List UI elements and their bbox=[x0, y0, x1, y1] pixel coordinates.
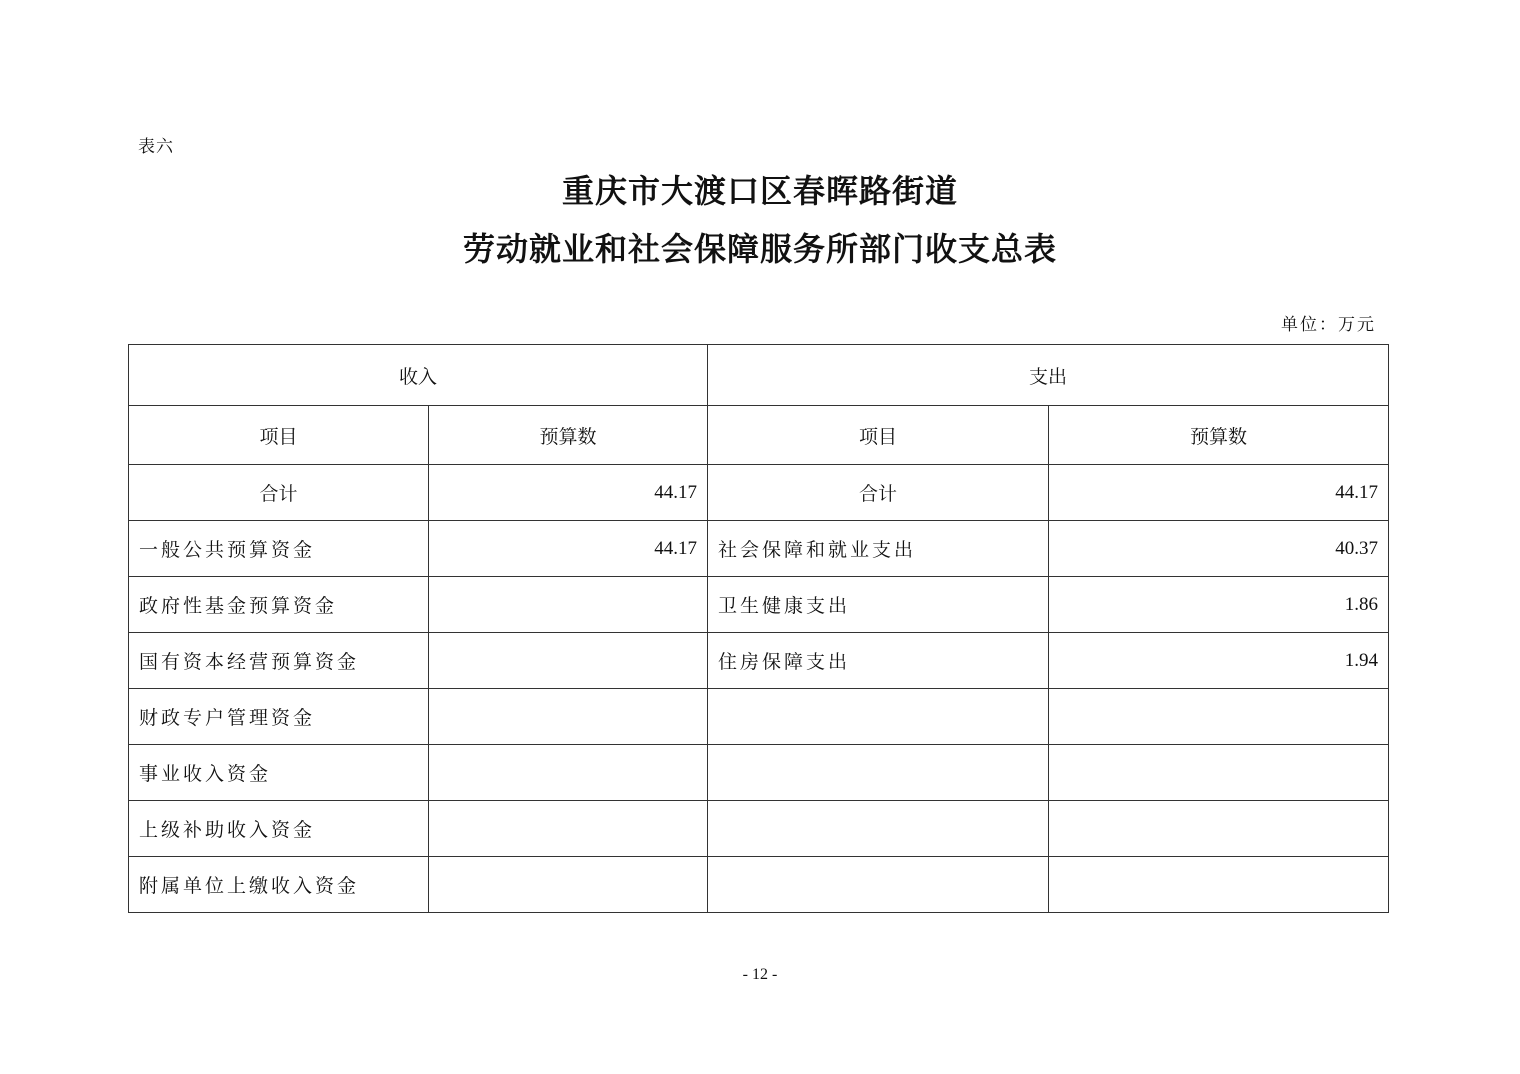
expense-header: 支出 bbox=[708, 345, 1389, 406]
income-budget-cell bbox=[429, 689, 708, 745]
expense-item-cell bbox=[708, 745, 1049, 801]
income-item-cell: 一般公共预算资金 bbox=[129, 521, 429, 577]
expense-budget-cell: 1.86 bbox=[1049, 577, 1389, 633]
expense-budget-cell bbox=[1049, 801, 1389, 857]
income-item-cell: 事业收入资金 bbox=[129, 745, 429, 801]
income-budget-cell: 44.17 bbox=[429, 465, 708, 521]
income-item-cell: 财政专户管理资金 bbox=[129, 689, 429, 745]
income-header: 收入 bbox=[129, 345, 708, 406]
table-row bbox=[129, 633, 1389, 689]
income-budget-cell bbox=[429, 801, 708, 857]
income-budget-cell bbox=[429, 857, 708, 913]
table-column-header-row bbox=[129, 406, 1389, 465]
income-budget-cell bbox=[429, 633, 708, 689]
income-budget-cell: 44.17 bbox=[429, 521, 708, 577]
income-budget-cell bbox=[429, 745, 708, 801]
table-row bbox=[129, 801, 1389, 857]
income-item-cell: 政府性基金预算资金 bbox=[129, 577, 429, 633]
income-item-cell: 上级补助收入资金 bbox=[129, 801, 429, 857]
income-item-column-header: 项目 bbox=[129, 406, 429, 465]
table-row bbox=[129, 857, 1389, 913]
expense-budget-cell bbox=[1049, 745, 1389, 801]
expense-budget-cell: 44.17 bbox=[1049, 465, 1389, 521]
expense-budget-cell bbox=[1049, 689, 1389, 745]
expense-item-column-header: 项目 bbox=[708, 406, 1049, 465]
expense-budget-cell: 40.37 bbox=[1049, 521, 1389, 577]
income-item-cell: 合计 bbox=[129, 465, 429, 521]
expense-budget-cell: 1.94 bbox=[1049, 633, 1389, 689]
budget-table bbox=[128, 344, 1389, 913]
expense-item-cell bbox=[708, 857, 1049, 913]
income-item-cell: 附属单位上缴收入资金 bbox=[129, 857, 429, 913]
table-label: 表六 bbox=[138, 137, 174, 157]
page-number: - 12 - bbox=[742, 966, 778, 983]
expense-budget-cell bbox=[1049, 857, 1389, 913]
expense-item-cell: 卫生健康支出 bbox=[708, 577, 1049, 633]
table-row bbox=[129, 577, 1389, 633]
expense-item-cell bbox=[708, 689, 1049, 745]
page-subtitle: 劳动就业和社会保障服务所部门收支总表 bbox=[462, 230, 1057, 268]
expense-item-cell bbox=[708, 801, 1049, 857]
income-budget-cell bbox=[429, 577, 708, 633]
table-row bbox=[129, 689, 1389, 745]
table-row bbox=[129, 745, 1389, 801]
page-title: 重庆市大渡口区春晖路街道 bbox=[561, 172, 958, 210]
expense-item-cell: 社会保障和就业支出 bbox=[708, 521, 1049, 577]
table-group-header-row bbox=[129, 345, 1389, 406]
expense-item-cell: 住房保障支出 bbox=[708, 633, 1049, 689]
income-budget-column-header: 预算数 bbox=[429, 406, 708, 465]
table-row-total bbox=[129, 465, 1389, 521]
expense-budget-column-header: 预算数 bbox=[1049, 406, 1389, 465]
income-item-cell: 国有资本经营预算资金 bbox=[129, 633, 429, 689]
expense-item-cell: 合计 bbox=[708, 465, 1049, 521]
unit-label: 单位：万元 bbox=[1281, 315, 1376, 335]
table-row bbox=[129, 521, 1389, 577]
